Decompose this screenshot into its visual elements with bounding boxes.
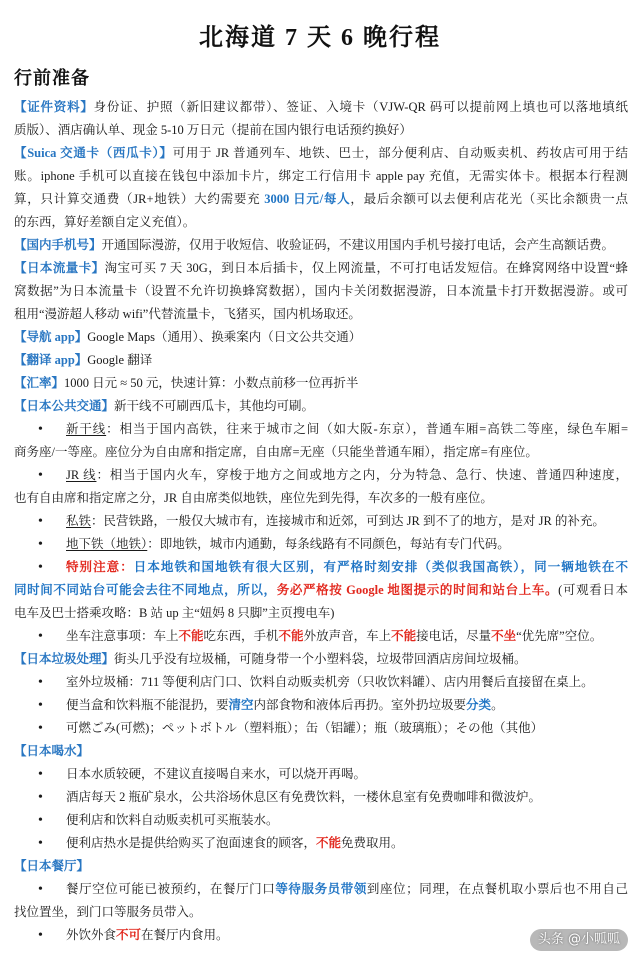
blue-highlight: 日本地铁和国地铁有很大区别，有严格时刻安排（类似我国高铁），同一辆地铁在不	[133, 560, 628, 574]
text-run: 。	[491, 698, 504, 712]
bullet-icon	[38, 625, 43, 648]
bullet-item	[14, 671, 628, 694]
bullet-item	[14, 786, 628, 809]
bullet-icon	[38, 878, 43, 901]
paragraph	[14, 257, 628, 326]
blue-highlight: 同时间不同站台可能会去往不同地点，所以，	[14, 583, 277, 597]
text-line	[14, 901, 628, 924]
blue-highlight: 等待服务员带领	[275, 882, 367, 896]
bullet-item	[14, 418, 628, 464]
section-tag: 【日本垃圾处理】	[14, 652, 115, 666]
section-tag: 【汇率】	[14, 376, 65, 390]
section-tag: 【证件资料】	[14, 100, 94, 114]
text-run: 淘宝可买 7 天 30G，到日本后插卡，仅上网流量，不可打电话发短信。在蜂窝网络中设置“蜂	[104, 261, 628, 275]
text-line	[14, 556, 628, 579]
text-run: 电车及巴士搭乘攻略：B 站 up 主“妞妈 8 只脚”主页搜电车)	[14, 606, 335, 620]
red-highlight: 不能	[178, 629, 204, 643]
red-highlight: 不能	[316, 836, 342, 850]
underlined-term: 地下铁（地铁）	[66, 537, 148, 551]
section-tag: 【日本公共交通】	[14, 399, 115, 413]
text-run: 便当盒和饮料瓶不能混扔，要	[66, 698, 229, 712]
text-run: ，最后余额可以去便利店花光（买比余额贵一点	[350, 192, 628, 206]
text-run: (可观看日本	[558, 583, 628, 597]
text-run: 室外垃圾桶：711 等便利店门口、饮料自动贩卖机旁（只收饮料罐）、店内用餐后直接留在桌上。	[66, 675, 594, 689]
section-tag: 【日本流量卡】	[14, 261, 105, 275]
paragraph	[14, 96, 628, 142]
text-line	[14, 763, 628, 786]
paragraph	[14, 234, 628, 257]
section-tag: 【日本餐厅】	[14, 859, 90, 873]
text-line	[14, 510, 628, 533]
text-run: 身份证、护照（新旧建议都带）、签证、入境卡（VJW-QR 码可以提前网上填也可以落地填纸	[93, 100, 628, 114]
bullet-icon	[38, 556, 43, 579]
text-run: 可燃ごみ(可燃)；ペットボトル（塑料瓶）；缶（铝罐）；瓶（玻璃瓶）；その他（其他）	[66, 721, 544, 735]
text-run: 的东西，算好差额自定义充值）。	[14, 215, 196, 229]
text-line	[14, 142, 628, 165]
text-run: 接电话，尽量	[416, 629, 492, 643]
text-line	[14, 464, 628, 487]
bullet-item	[14, 464, 628, 510]
text-run: Google 翻译	[87, 353, 153, 367]
bullet-icon	[38, 418, 43, 441]
text-line	[14, 809, 628, 832]
text-line	[14, 96, 628, 119]
paragraph	[14, 648, 628, 671]
text-run: 到座位；同理，在点餐机取小票后也不用自己	[366, 882, 628, 896]
bullet-icon	[38, 533, 43, 556]
text-line	[14, 372, 628, 395]
bullet-icon	[38, 671, 43, 694]
text-line	[14, 602, 628, 625]
text-run: ：相当于国内火车，穿梭于地方之间或地方之内，分为特急、急行、快速、普通四种速度，	[96, 468, 628, 482]
text-line	[14, 832, 628, 855]
red-highlight: 不可	[116, 928, 142, 942]
bullet-icon	[38, 510, 43, 533]
text-line	[14, 211, 628, 234]
paragraph	[14, 855, 628, 878]
document-body	[14, 96, 628, 947]
bullet-item	[14, 832, 628, 855]
text-line	[14, 579, 628, 602]
paragraph	[14, 326, 628, 349]
text-run: 1000 日元 ≈ 50 元，快速计算：小数点前移一位再折半	[64, 376, 359, 390]
blue-highlight: 3000 日元/每人	[264, 192, 351, 206]
text-line	[14, 717, 628, 740]
text-run: 找位置坐，到门口等服务员带入。	[14, 905, 202, 919]
text-line	[14, 441, 628, 464]
text-run: 质版）、酒店确认单、现金 5-10 万日元（提前在国内银行电话预约换好）	[14, 123, 412, 137]
text-line	[14, 786, 628, 809]
red-highlight: 特别注意：	[66, 560, 134, 574]
text-line	[14, 349, 628, 372]
bullet-item	[14, 533, 628, 556]
section-tag: 【日本喝水】	[14, 744, 90, 758]
bullet-item	[14, 717, 628, 740]
text-run: “优先席”空位。	[516, 629, 603, 643]
text-run: 餐厅空位可能已被预约，在餐厅门口	[66, 882, 276, 896]
bullet-icon	[38, 717, 43, 740]
bullet-icon	[38, 763, 43, 786]
bullet-icon	[38, 924, 43, 947]
watermark: 头条 @小呱呱	[530, 929, 628, 951]
text-line	[14, 740, 628, 763]
text-run: 账。iphone 手机可以直接在钱包中添加卡片，绑定工行信用卡 apple pay 充值，无需实体卡。根据本行程测	[14, 169, 628, 183]
section-heading: 行前准备	[14, 68, 90, 88]
section-tag: 【Suica 交通卡（西瓜卡）】	[14, 146, 173, 160]
text-run: 在餐厅内食用。	[141, 928, 229, 942]
text-run: 商务座/一等座。座位分为自由席和指定席，自由席=无座（只能坐普通车厢），指定席=有座位。	[14, 445, 538, 459]
text-run: 坐车注意事项：车上	[66, 629, 179, 643]
text-run: 新干线不可刷西瓜卡，其他均可刷。	[114, 399, 315, 413]
section-tag: 【翻译 app】	[14, 353, 88, 367]
text-run: 开通国际漫游，仅用于收短信、收验证码，不建议用国内手机号接打电话，会产生高额话费。	[101, 238, 615, 252]
text-line	[14, 257, 628, 280]
bullet-icon	[38, 464, 43, 487]
text-line	[14, 671, 628, 694]
text-run: 吃东西，手机	[203, 629, 279, 643]
underlined-term: 新干线	[66, 422, 107, 436]
red-highlight: 不能	[278, 629, 304, 643]
text-run: 街头几乎没有垃圾桶，可随身带一个小塑料袋，垃圾带回酒店房间垃圾桶。	[114, 652, 527, 666]
text-line	[14, 418, 628, 441]
text-run: ：民营铁路，一般仅大城市有，连接城市和近郊，可到达 JR 到不了的地方，是对 JR 的补充。	[91, 514, 605, 528]
red-highlight: 不能	[391, 629, 417, 643]
text-line	[14, 648, 628, 671]
bullet-item	[14, 556, 628, 625]
text-run: 内部食物和液体后再扔。室外扔垃圾要	[253, 698, 467, 712]
text-run: ：即地铁，城市内通勤，每条线路有不同颜色，每站有专门代码。	[147, 537, 510, 551]
text-run: 外放声音，车上	[303, 629, 392, 643]
paragraph	[14, 740, 628, 763]
text-line	[14, 625, 628, 648]
blue-highlight: 分类	[466, 698, 492, 712]
underlined-term: 私铁	[66, 514, 92, 528]
text-run: ：相当于国内高铁，往来于城市之间（如大阪-东京），普通车厢=高铁二等座，绿色车厢=	[106, 422, 628, 436]
section-tag: 【导航 app】	[14, 330, 88, 344]
paragraph	[14, 349, 628, 372]
bullet-icon	[38, 694, 43, 717]
text-line	[14, 487, 628, 510]
text-run: 便利店和饮料自动贩卖机可买瓶装水。	[66, 813, 279, 827]
bullet-icon	[38, 832, 43, 855]
text-run: 免费取用。	[341, 836, 404, 850]
text-run: 也有自由席和指定席之分，JR 自由席类似地铁，座位先到先得，车次多的一般有座位。	[14, 491, 493, 505]
text-line	[14, 878, 628, 901]
text-line	[14, 395, 628, 418]
bullet-item	[14, 510, 628, 533]
text-line	[14, 119, 628, 142]
underlined-term: JR 线	[66, 468, 97, 482]
text-line	[14, 280, 628, 303]
red-highlight: 务必严格按 Google 地图提示的时间和站台上车。	[276, 583, 559, 597]
text-line	[14, 326, 628, 349]
text-run: 可用于 JR 普通列车、地铁、巴士，部分便利店、自动贩卖机、药妆店可用于结	[172, 146, 628, 160]
bullet-item	[14, 625, 628, 648]
text-run: 窝数据”为日本流量卡（设置不允许切换蜂窝数据），国内卡关闭数据漫游，日本流量卡打开数据漫游。或可	[14, 284, 628, 298]
blue-highlight: 清空	[228, 698, 254, 712]
text-run: 算，只计算交通费（JR+地铁）大约需要充	[14, 192, 265, 206]
text-line	[14, 234, 628, 257]
text-line	[14, 165, 628, 188]
bullet-item	[14, 809, 628, 832]
text-run: 便利店热水是提供给购买了泡面速食的顾客，	[66, 836, 317, 850]
text-line	[14, 855, 628, 878]
text-run: 租用“漫游超人移动 wifi”代替流量卡，飞猪买，国内机场取还。	[14, 307, 361, 321]
bullet-icon	[38, 809, 43, 832]
bullet-item	[14, 763, 628, 786]
paragraph	[14, 372, 628, 395]
text-line	[14, 188, 628, 211]
text-run: 日本水质较硬，不建议直接喝自来水，可以烧开再喝。	[66, 767, 367, 781]
bullet-item	[14, 694, 628, 717]
document-title: 北海道 7 天 6 晚行程	[199, 25, 441, 51]
bullet-item	[14, 878, 628, 924]
section-tag: 【国内手机号】	[14, 238, 102, 252]
bullet-icon	[38, 786, 43, 809]
text-run: 酒店每天 2 瓶矿泉水，公共浴场休息区有免费饮料，一楼休息室有免费咖啡和微波炉。	[66, 790, 542, 804]
text-run: 外饮外食	[66, 928, 117, 942]
paragraph	[14, 142, 628, 234]
paragraph	[14, 395, 628, 418]
text-line	[14, 533, 628, 556]
text-line	[14, 694, 628, 717]
text-run: Google Maps（通用）、换乘案内（日文公共交通）	[87, 330, 362, 344]
red-highlight: 不坐	[491, 629, 517, 643]
text-line	[14, 303, 628, 326]
